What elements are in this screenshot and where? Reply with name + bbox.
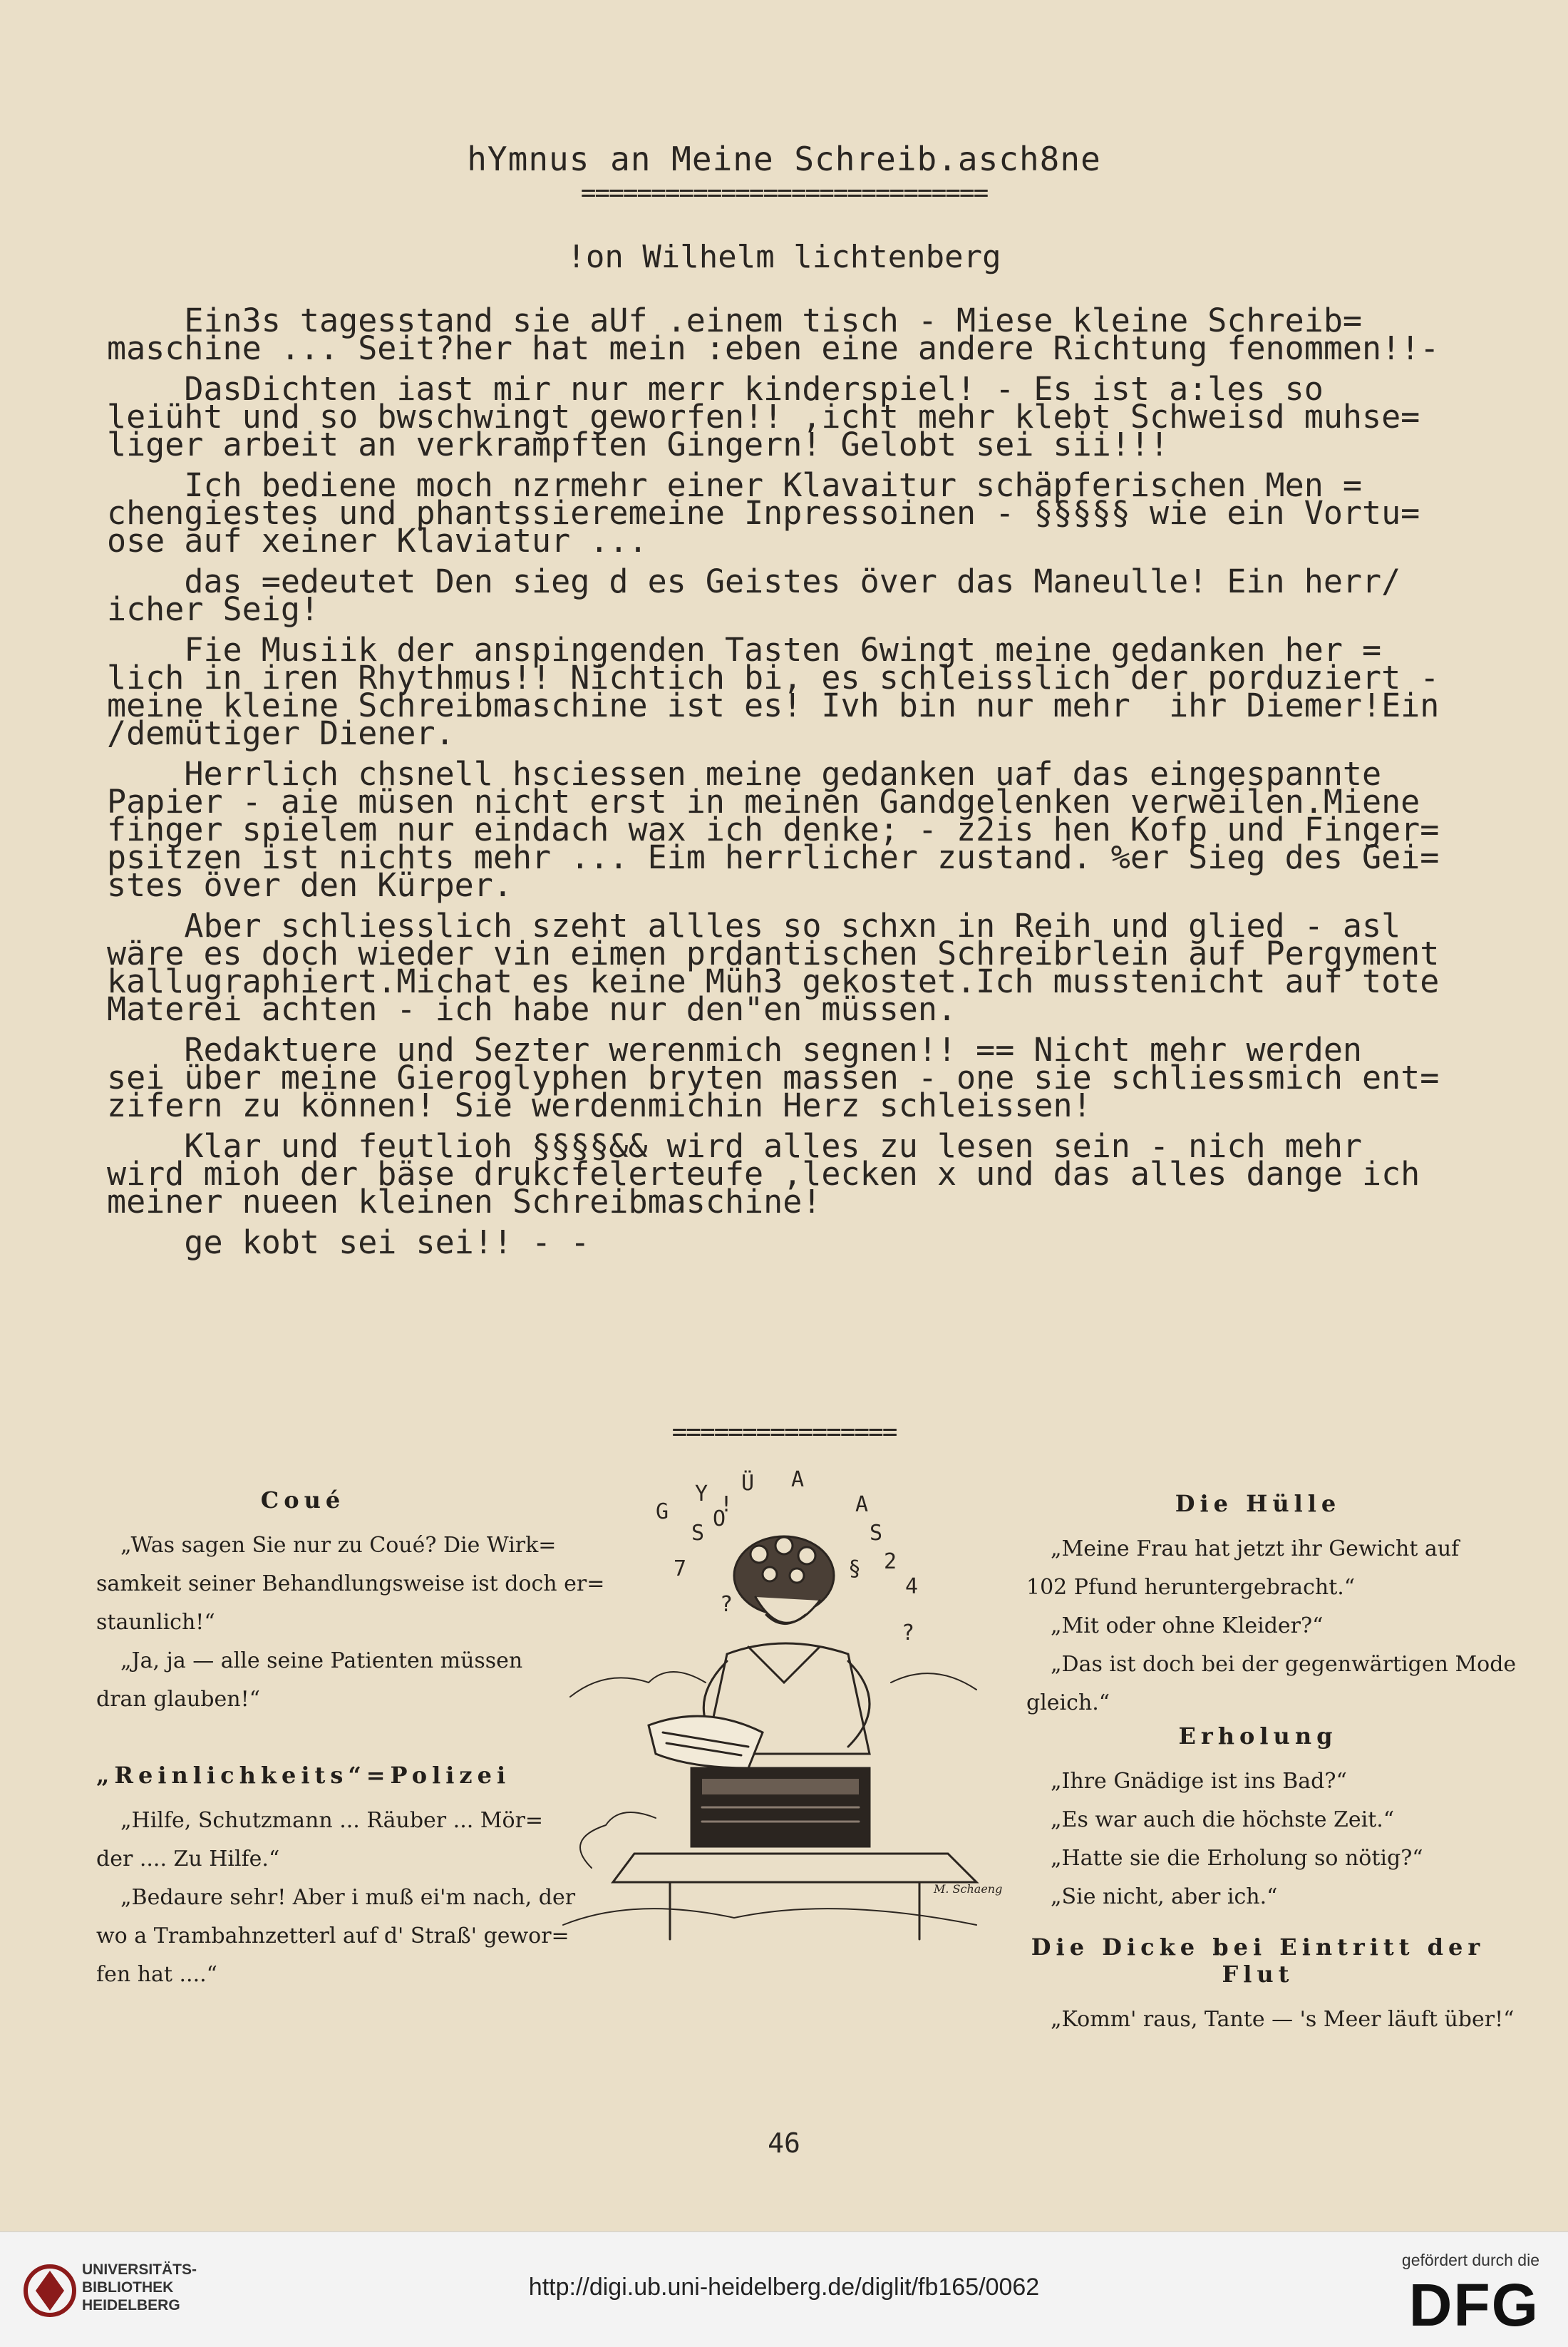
poem-line: wäre es doch wieder vin eimen prdantischen Schreibrlein auf Pergyment xyxy=(107,935,1440,972)
right-jokes-column xyxy=(1026,1490,1517,2039)
digitization-footer xyxy=(0,2232,1568,2347)
flying-letter: 2 xyxy=(884,1549,897,1574)
author-byline: !on Wilhelm lichtenberg xyxy=(567,239,1001,275)
joke-line: „Bedaure sehr! Aber i muß ei'm nach, der xyxy=(120,1885,576,1910)
left-jokes-column xyxy=(96,1486,605,1994)
poem-paragraph xyxy=(107,563,1447,628)
poem-line: Ich bediene moch nzrmehr einer Klavaitur schäpferischen Men = xyxy=(107,466,1362,504)
joke-line: „Ihre Gnädige ist ins Bad?“ xyxy=(1051,1769,1347,1794)
coue-heading: Coué xyxy=(260,1486,346,1514)
poem-line: Papier - aie müsen nicht erst in meinen Gandgelenken verweilen.Miene xyxy=(107,783,1420,821)
permalink-url[interactable]: http://digi.ub.uni-heidelberg.de/diglit/fb165/0062 xyxy=(528,2274,1040,2301)
poem-line: meiner nueen kleinen Schreibmaschine! xyxy=(107,1183,822,1221)
joke-line: „Sie nicht, aber ich.“ xyxy=(1051,1884,1278,1909)
poem-line: das =edeutet Den sieg d es Geistes över das Maneulle! Ein herr/ xyxy=(107,563,1401,600)
poem-line: zifern zu können! Sie werdenmichin Herz schleissen! xyxy=(107,1087,1092,1124)
poem-line: maschine ... Seit?her hat mein :eben eine andere Richtung fenommen!!- xyxy=(107,329,1440,367)
poem-line: finger spielem nur eindach wax ich denke; - z2is hen Kofp und Finger= xyxy=(107,811,1440,848)
poem-line: Materei achten - ich habe nur den"en müssen. xyxy=(107,990,957,1028)
title-underline: ============================= xyxy=(580,178,988,207)
flying-letter: ? xyxy=(902,1621,915,1645)
library-name-line: UNIVERSITÄTS- xyxy=(82,2261,197,2278)
joke-line: fen hat ....“ xyxy=(96,1962,217,1987)
poem-line: ge kobt sei sei!! - - xyxy=(107,1223,590,1261)
dicke-heading: Die Dicke bei Eintritt der Flut xyxy=(1031,1933,1485,1988)
joke-line: dran glauben!“ xyxy=(96,1687,260,1712)
joke-line: „Hatte sie die Erholung so nötig?“ xyxy=(1051,1846,1423,1871)
poem-line: psitzen ist nichts mehr ... Eim herrlicher zustand. %er Sieg des Gei= xyxy=(107,838,1440,876)
flying-letter: A xyxy=(791,1469,805,1492)
poem-paragraph xyxy=(107,466,1447,560)
joke-line: „Das ist doch bei der gegenwärtigen Mode xyxy=(1051,1652,1517,1677)
poem-line: liger arbeit an verkrampften Gingern! Gelobt sei sii!!! xyxy=(107,426,1170,463)
poem-body xyxy=(107,302,1447,1269)
joke-line: „Meine Frau hat jetzt ihr Gewicht auf xyxy=(1051,1536,1460,1561)
poem-line: DasDichten iast mir nur merr kinderspiel! - Es ist a:les so xyxy=(107,370,1324,408)
poem-paragraph xyxy=(107,370,1447,463)
poem-line: Aber schliesslich szeht allles so schxn in Reih und glied - asl xyxy=(107,907,1401,945)
flying-letter: 4 xyxy=(905,1574,919,1599)
poem-line: /demütiger Diener. xyxy=(107,714,455,752)
flying-letter: 7 xyxy=(674,1556,687,1581)
erholung-heading: Erholung xyxy=(1178,1722,1338,1750)
joke-line: „Hilfe, Schutzmann ... Räuber ... Mör= xyxy=(120,1808,544,1833)
joke-line: wo a Trambahnzetterl auf d' Straß' gewor= xyxy=(96,1924,569,1948)
flying-letter: G xyxy=(656,1499,669,1524)
polizei-heading: „Reinlichkeits“=Polizei xyxy=(96,1762,511,1789)
huelle-heading: Die Hülle xyxy=(1175,1490,1341,1517)
flying-letter: Ü xyxy=(741,1471,755,1496)
poem-paragraph xyxy=(107,907,1447,1028)
joke-line: samkeit seiner Behandlungsweise ist doch er= xyxy=(96,1571,605,1596)
poem-line: lich in iren Rhythmus!! Nichtich bi, es schleisslich der porduziert - xyxy=(107,659,1440,697)
flying-letter: S xyxy=(691,1521,705,1546)
poem-line: leiüht und so bwschwingt geworfen!! ,icht mehr klebt Schweisd muhse= xyxy=(107,398,1420,436)
poem-line: icher Seig! xyxy=(107,590,320,628)
poem-paragraph xyxy=(107,1031,1447,1124)
joke-line: „Was sagen Sie nur zu Coué? Die Wirk= xyxy=(120,1533,557,1558)
artist-signature: M. Schaeng xyxy=(934,1882,1003,1896)
dfg-logo: DFG xyxy=(1408,2271,1539,2338)
poem-paragraph xyxy=(107,631,1447,752)
flying-letter: S xyxy=(870,1521,883,1546)
joke-line: staunlich!“ xyxy=(96,1610,215,1635)
poem-title: hYmnus an Meine Schreib.asch8ne xyxy=(467,140,1101,178)
poem-line: sei über meine Gieroglyphen bryten massen - one sie schliessmich ent= xyxy=(107,1059,1440,1097)
page-number: 46 xyxy=(768,2127,800,2159)
library-name-line: HEIDELBERG xyxy=(82,2297,180,2313)
joke-line: „Komm' raus, Tante — 's Meer läuft über!“ xyxy=(1051,2007,1515,2032)
flying-letter: § xyxy=(848,1556,862,1581)
poem-line: wird mioh der bäse drukcfelerteufe ,lecken x und das alles dange ich xyxy=(107,1155,1420,1193)
flying-letter: A xyxy=(855,1492,869,1517)
funder-caption: gefördert durch die xyxy=(1401,2251,1539,2269)
joke-line: „Es war auch die höchste Zeit.“ xyxy=(1051,1807,1395,1832)
poem-line: ose auf xeiner Klaviatur ... xyxy=(107,522,648,560)
flying-letter: Y xyxy=(695,1481,708,1506)
flying-letter: ! xyxy=(720,1492,733,1517)
joke-line: 102 Pfund heruntergebracht.“ xyxy=(1026,1575,1356,1600)
typist-cartoon-illustration xyxy=(549,1469,1012,1968)
poem-line: Ein3s tagesstand sie aUf .einem tisch - Miese kleine Schreib= xyxy=(107,302,1362,339)
poem-paragraph xyxy=(107,1127,1447,1221)
poem-line: Redaktuere und Sezter werenmich segnen!! == Nicht mehr werden xyxy=(107,1031,1362,1069)
joke-line: „Ja, ja — alle seine Patienten müssen xyxy=(120,1648,523,1673)
poem-line: stes över den Kürper. xyxy=(107,866,512,904)
joke-line: gleich.“ xyxy=(1026,1690,1110,1715)
poem-paragraph xyxy=(107,1223,1447,1261)
poem-line: Klar und feutlioh §§§§&& wird alles zu lesen sein - nich mehr xyxy=(107,1127,1362,1165)
poem-paragraph xyxy=(107,755,1447,904)
poem-line: Fie Musiik der anspingenden Tasten 6wingt meine gedanken her = xyxy=(107,631,1382,669)
library-name-line: BIBLIOTHEK xyxy=(82,2279,174,2296)
flying-letter: ? xyxy=(720,1592,733,1617)
poem-line: meine kleine Schreibmaschine ist es! Ivh bin nur mehr ihr Diemer!Ein xyxy=(107,687,1440,724)
section-separator: ================ xyxy=(671,1417,897,1447)
poem-line: Herrlich chsnell hsciessen meine gedanken uaf das eingespannte xyxy=(107,755,1382,793)
joke-line: der .... Zu Hilfe.“ xyxy=(96,1847,280,1871)
poem-line: kallugraphiert.Michat es keine Müh3 gekostet.Ich musstenicht auf tote xyxy=(107,962,1440,1000)
joke-line: „Mit oder ohne Kleider?“ xyxy=(1051,1613,1324,1638)
poem-line: chengiestes und phantssieremeine Inpressoinen - §§§§§ wie ein Vortu= xyxy=(107,494,1420,532)
flying-letter: O xyxy=(713,1506,726,1531)
poem-paragraph xyxy=(107,302,1447,367)
